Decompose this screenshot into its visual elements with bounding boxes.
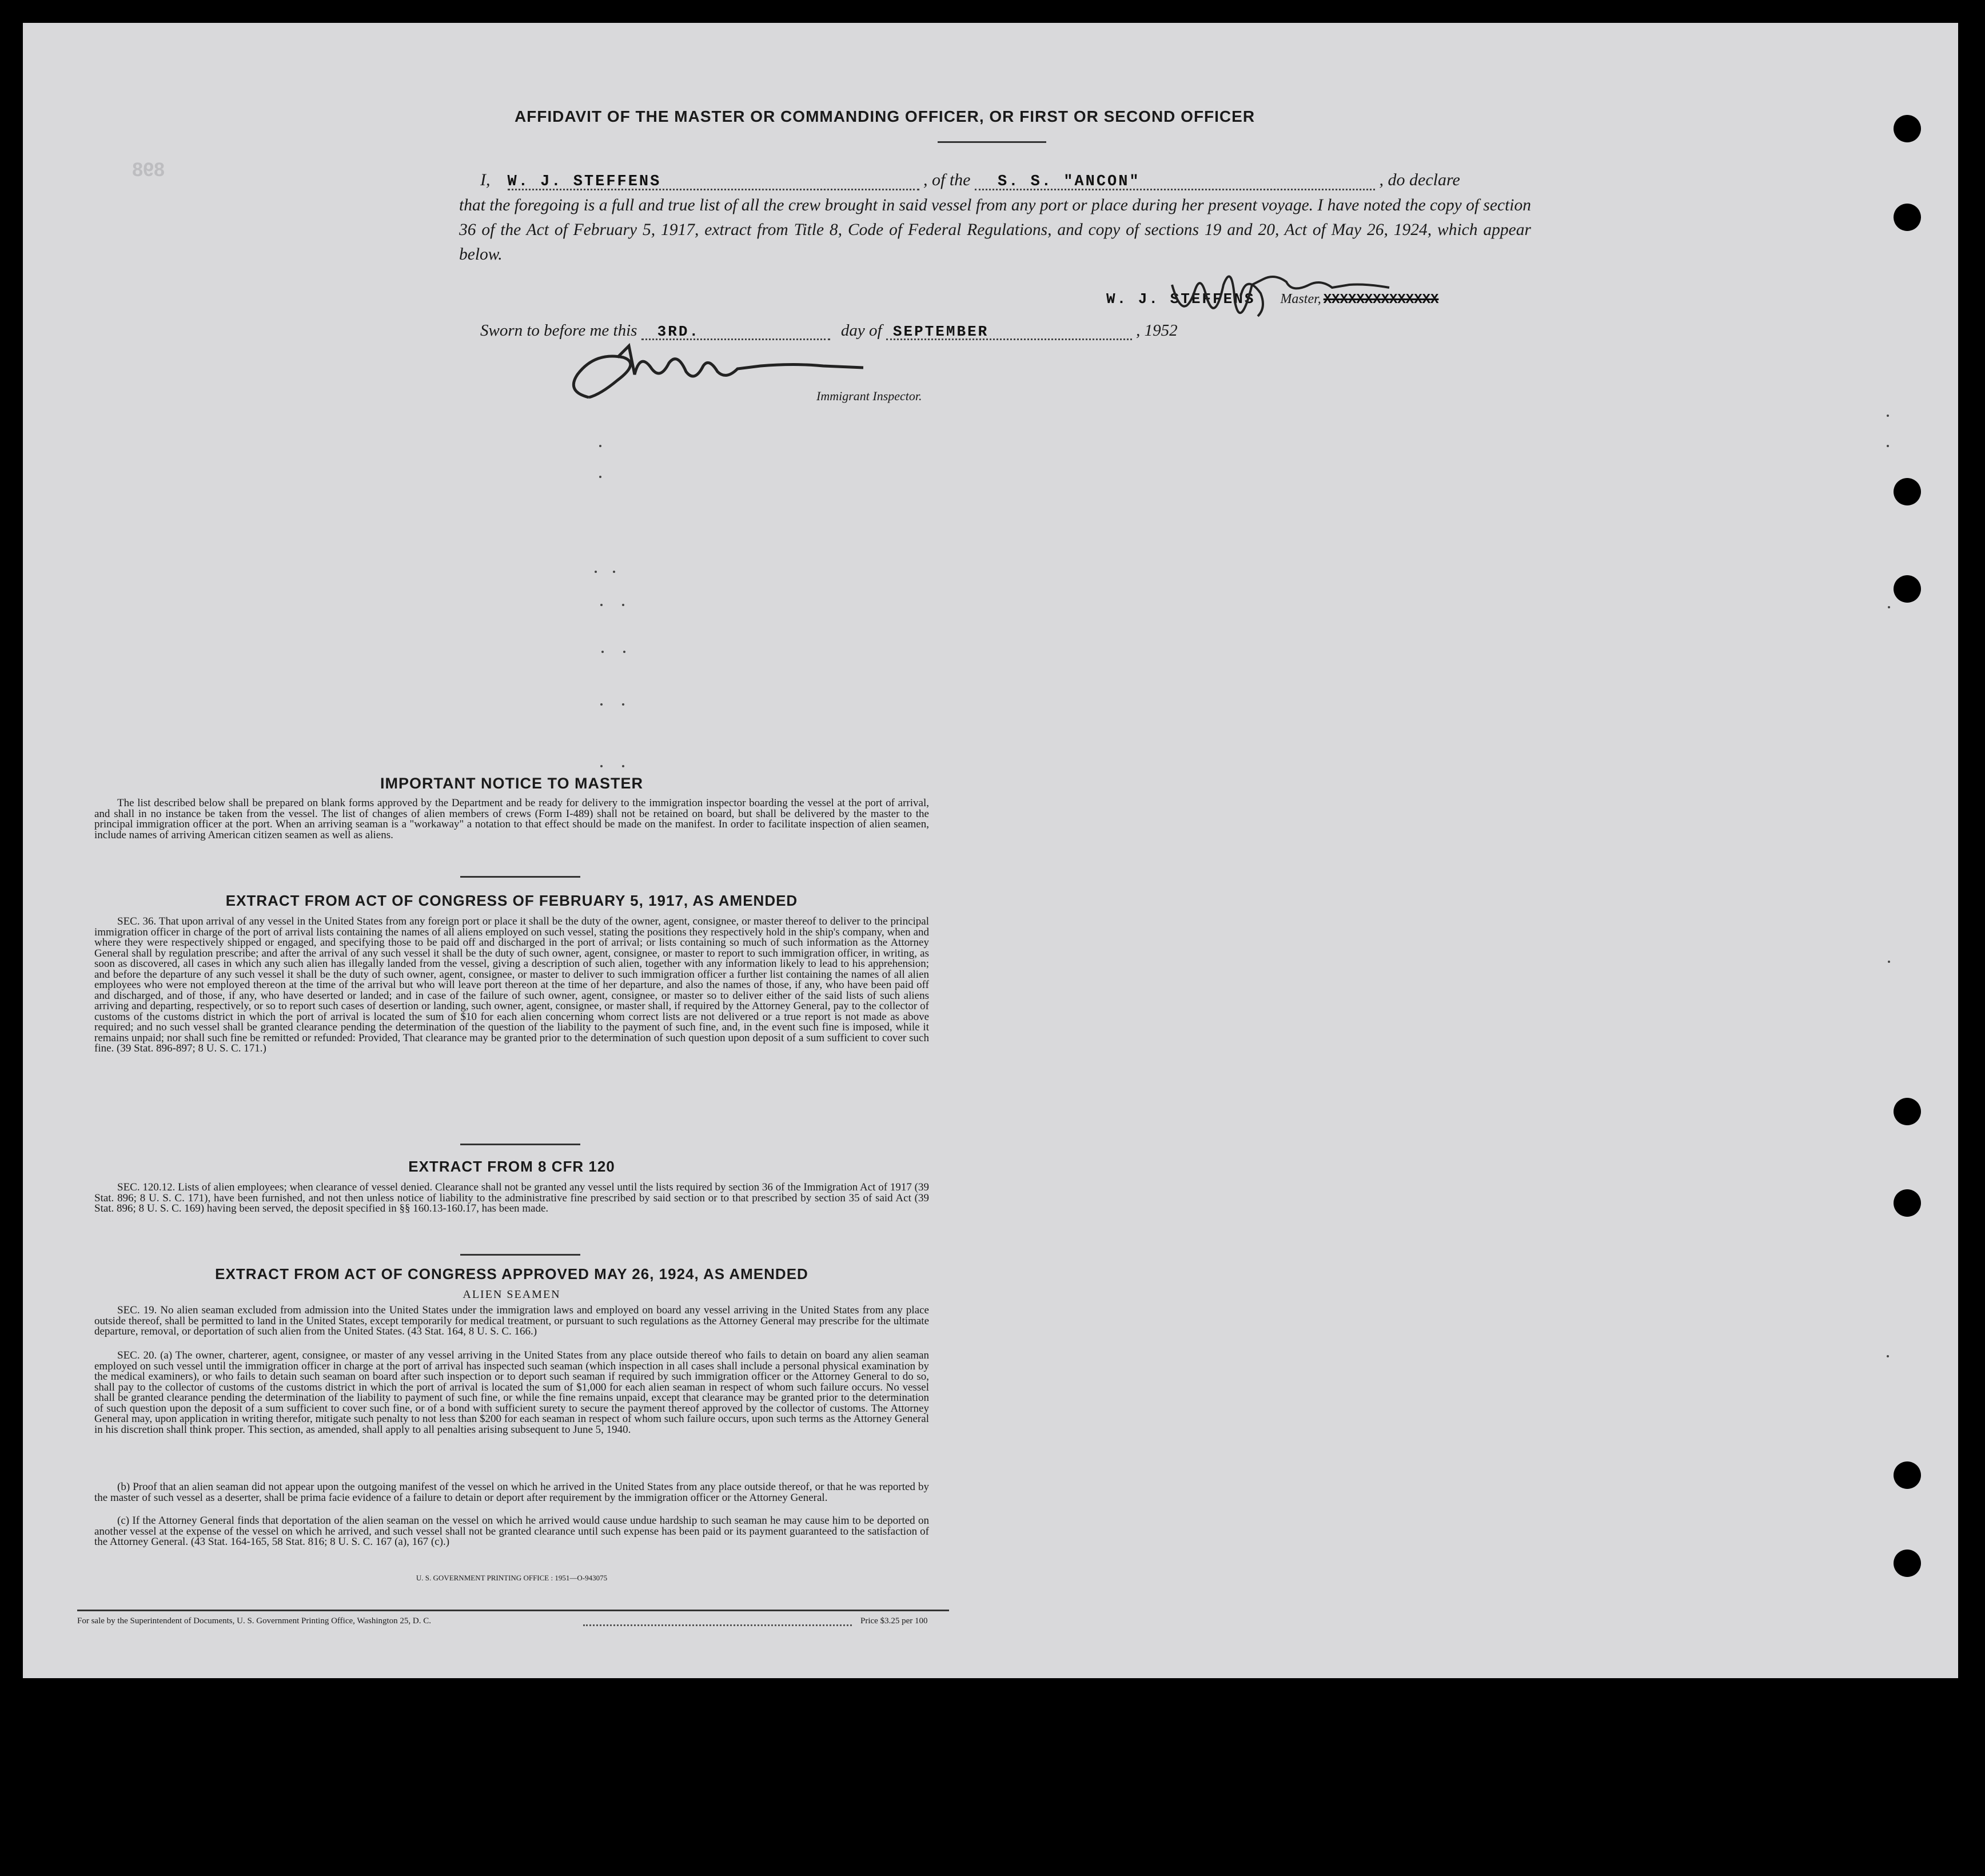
stray-mark — [595, 571, 597, 573]
footer-rule — [77, 1610, 949, 1611]
declaration-line — [480, 170, 1532, 190]
document-page — [23, 23, 1958, 1678]
punch-hole — [1894, 575, 1921, 603]
intro-i: I, — [480, 170, 491, 189]
stray-mark — [601, 651, 604, 653]
stray-mark — [623, 651, 625, 653]
stray-mark — [599, 476, 601, 478]
sec-20b-text: (b) Proof that an alien seaman did not appear upon the outgoing manifest of the vessel on which he arrived in the United States from any place outside thereof, or that he was reported by the master of such vessel as a deserter, shall be prima facie evidence of a failure to detain or deport after requirement by the immigration officer or the Attorney General. — [94, 1481, 929, 1504]
margin-mark — [1887, 415, 1889, 417]
stray-mark — [600, 604, 603, 606]
punch-hole — [1894, 115, 1921, 142]
punch-hole — [1894, 1189, 1921, 1217]
vessel-name-field — [975, 170, 1375, 190]
footer-leader — [583, 1616, 852, 1626]
title-divider — [938, 141, 1046, 143]
notice-body: The list described below shall be prepared on blank forms approved by the Department and be ready for delivery to the immigration inspector boarding the vessel at the port of arrival, and shall in no instance be taken from the vessel. The list of changes of alien members of crews (Form I-489) shall not be retained on board, but shall be delivered by the master to the principal immigration officer at the port. When an arriving seaman is a "workaway" a notation to that effect should be made on the manifest. In order to facilitate inspection of alien seamen, include names of arriving American citizen seamen as well as aliens. — [94, 797, 929, 841]
day-of-label: day of — [840, 321, 882, 340]
vessel-name: S. S. "ANCON" — [998, 173, 1141, 190]
punch-hole — [1894, 204, 1921, 231]
for-sale-line: For sale by the Superintendent of Documents, U. S. Government Printing Office, Washington 25, D. C. — [77, 1616, 431, 1626]
affidavit-title: AFFIDAVIT OF THE MASTER OR COMMANDING OFFICER, OR FIRST OR SECOND OFFICER — [514, 107, 1255, 125]
stray-mark — [622, 703, 624, 706]
extract-1924-subtitle: ALIEN SEAMEN — [463, 1288, 561, 1301]
punch-hole — [1894, 1550, 1921, 1577]
sec-19-text: SEC. 19. No alien seaman excluded from admission into the United States under the immigration laws and employed on board any vessel arriving in the United States from any place outside thereof, shall be permitted to land in the United States, except temporarily for medical treatment, or pursuant to such regulations as the Attorney General may prescribe for the ultimate departure, removal, or deportation of such alien from the United States. (43 Stat. 164, 8 U. S. C. 166.) — [94, 1304, 929, 1337]
punch-hole — [1894, 1098, 1921, 1125]
extract-1917-body: SEC. 36. That upon arrival of any vessel in the United States from any foreign port or place it shall be the duty of the owner, agent, consignee, or master thereof to deliver to the principal immigration officer in charge of the port of arrival lists containing the names of all aliens employed on such vessel, stating the positions they respectively hold in the ship's company, when and where they were respectively shipped or engaged, and specifying those to be paid off and discharged in the port of arrival; or lists containing so much of such information as the Attorney General shall by regulation prescribe; and after the arrival of any such vessel it shall be the duty of such owner, agent, consignee, or master to report to such immigration officer, in writing, as soon as discovered, all cases in which any such alien has illegally landed from the vessel, giving a description of such alien, together with any information likely to lead to his apprehension; and before the departure of any such vessel it shall be the duty of such owner, agent, consignee, or master to deliver to such immigration officer a further list containing the names of all alien employees who were not employed thereon at the time of the arrival but who will leave port thereon at the time of her departure, and also the names of those, if any, who have been paid off and discharged, and of those, if any, who have deserted or landed; and in case of the failure of such owner, agent, consignee, or master so to deliver either of the said lists of such aliens arriving and departing, respectively, or so to report such cases of desertion or landing, such owner, agent, consignee, or master shall, if required by the Attorney General, pay to the collector of customs of the customs district in which the port of arrival is located the sum of $10 for each alien concerning whom correct lists are not delivered or a true report is not made as above required; and no such vessel shall be granted clearance pending the determination of the question of the liability to the payment of such fine, and, in the event such fine is imposed, while it remains unpaid; nor shall such fine be remitted or refunded: Provided, That clearance may be granted prior to the determination of such question upon deposit of a sum sufficient to cover such fine. (39 Stat. 896-897; 8 U. S. C. 171.) — [94, 915, 929, 1054]
sworn-month-field — [886, 321, 1132, 340]
inspector-label: Immigrant Inspector. — [816, 389, 922, 403]
extract-1924-title: EXTRACT FROM ACT OF CONGRESS APPROVED MAY 26, 1924, AS AMENDED — [215, 1265, 808, 1282]
sworn-day: 3RD. — [657, 323, 700, 340]
margin-mark — [1887, 1355, 1889, 1357]
price-line: Price $3.25 per 100 — [860, 1616, 928, 1626]
extract-cfr-body: SEC. 120.12. Lists of alien employees; when clearance of vessel denied. Clearance shall not be granted any vessel until the lists required by section 36 of the Immigration Act of 1917 (39 Stat. 896; 8 U. S. C. 171), have been furnished, and not then unless notice of liability to the administrative fine prescribed by said section or to that prescribed by section 35 of said Act (39 Stat. 896; 8 U. S. C. 169) having been served, the deposit specified in §§ 160.13-160.17, has been made. — [94, 1181, 929, 1214]
stray-mark — [622, 765, 624, 767]
sec-20c-text: (c) If the Attorney General finds that deportation of the alien seaman on the vessel on which he arrived would cause undue hardship to such seaman he may cause him to be deported on another vessel at the expense of the vessel on which he arrived, and such vessel shall not be granted clearance until such expense has been paid or its payment guaranteed to the satisfaction of the Attorney General. (43 Stat. 164-165, 58 Stat. 816; 8 U. S. C. 167 (a), 167 (c).) — [94, 1515, 929, 1548]
punch-hole — [1894, 1461, 1921, 1489]
stray-mark — [600, 703, 603, 706]
stray-mark — [600, 765, 603, 767]
sec-20a-text: SEC. 20. (a) The owner, charterer, agent, consignee, or master of any vessel arriving in the United States from any place outside thereof who fails to detain on board any alien seaman employed on such vessel until the immigration officer in charge at the port of arrival has inspected such seaman (which inspection in all cases shall include a personal physical examination by the medical examiners), or who fails to detain such seaman on board after such inspection or to deport such seaman if required by such immigration officer or the Attorney General to do so, shall pay to the collector of customs of the customs district in which the port of arrival is located the sum of $1,000 for each alien seaman in respect of whom such failure occurs. No vessel shall be granted clearance pending the determination of the liability to payment of such fine, or while the fine remains unpaid, except that clearance may be granted prior to the determination of such question upon the deposit of a sum sufficient to cover such fine, or of a bond with sufficient surety to secure the payment thereof approved by the collector of customs. The Attorney General may, upon application in writing therefor, mitigate such penalty to not less than $200 for each seaman in respect of whom such failure occurs, upon such terms as the Attorney General in his discretion shall think proper. This section, as amended, shall apply to all penalties arising subsequent to June 5, 1940. — [94, 1349, 929, 1436]
sworn-year: 52 — [1161, 321, 1178, 340]
sworn-day-field — [641, 321, 830, 340]
signed-title: Master, — [1280, 292, 1321, 306]
margin-mark — [1887, 445, 1889, 447]
extract-1917-title: EXTRACT FROM ACT OF CONGRESS OF FEBRUARY 5, 1917, AS AMENDED — [225, 892, 798, 909]
bleed-through-mark: 898 — [132, 159, 165, 181]
struck-title: XXXXXXXXXXXXXX — [1323, 292, 1439, 308]
margin-mark — [1888, 961, 1890, 963]
extract-cfr-divider — [460, 1254, 580, 1256]
notice-divider — [460, 876, 580, 878]
sworn-month: SEPTEMBER — [892, 323, 989, 340]
punch-hole — [1894, 478, 1921, 505]
of-the-label: , of the — [923, 170, 971, 189]
extract-1917-divider — [460, 1144, 580, 1145]
year-prefix: , 19 — [1136, 321, 1161, 340]
stray-mark — [613, 571, 615, 573]
master-name-field — [508, 170, 919, 190]
signed-name: W. J. STEFFENS — [1106, 290, 1255, 308]
stray-mark — [622, 604, 624, 606]
extract-cfr-title: EXTRACT FROM 8 CFR 120 — [408, 1158, 615, 1175]
margin-mark — [1888, 606, 1890, 608]
master-name: W. J. STEFFENS — [507, 173, 661, 190]
stray-mark — [599, 445, 601, 447]
do-declare-label: , do declare — [1379, 170, 1460, 189]
sworn-line — [480, 321, 1304, 340]
declaration-text: that the foregoing is a full and true list of all the crew brought in said vessel from any port or place during her present voyage. I have noted the copy of section 36 of the Act of February 5, 1917, extract from Title 8, Code of Federal Regulations, and copy of sections 19 and 20, Act of May 26, 1924, which appear below. — [459, 196, 1531, 264]
printing-office-line: U. S. GOVERNMENT PRINTING OFFICE : 1951—O-943075 — [416, 1574, 608, 1582]
notice-title: IMPORTANT NOTICE TO MASTER — [380, 775, 643, 792]
sworn-prefix: Sworn to before me this — [480, 321, 637, 340]
